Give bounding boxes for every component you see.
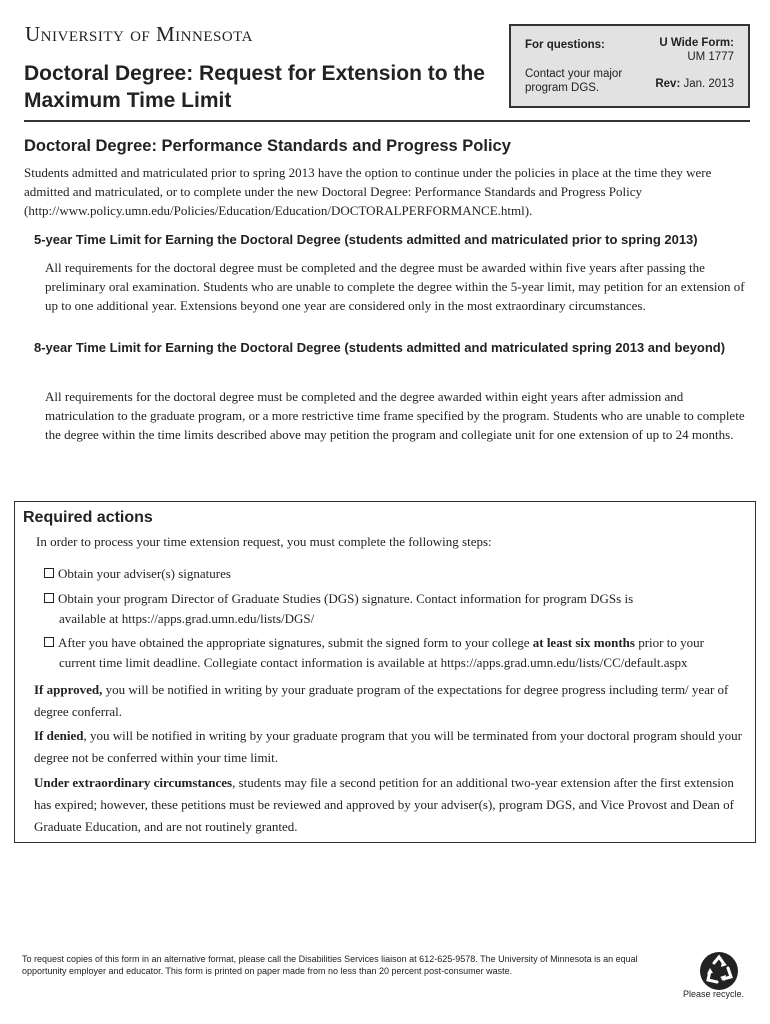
step-text: After you have obtained the appropriate signatures, submit the signed form to your college [58,635,533,650]
five-year-body: All requirements for the doctoral degree must be completed and the degree must be awarded within five years after passing the preliminary oral examination. Students who are unable to complete the degree within the 5-year limit, may petition for an extension of up to one additional year. Extensions beyond one year are considered only in the most extraordinary circumstances. [45,260,745,313]
checkbox-icon[interactable] [44,637,54,647]
university-name: University of Minnesota [25,22,253,46]
header-divider [24,120,750,122]
policy-intro: Students admitted and matriculated prior to spring 2013 have the option to continue under the policies in place at the time they were admitted and matriculated, or to complete under the new Doctoral Degree: Performance Standards and Progress Policy (http://www.policy.umn.edu/Policies/Education/Education/DOCTORALPERFORMANCE.html). [24,165,712,218]
required-actions-intro: In order to process your time extension request, you must complete the following steps: [36,534,492,549]
step-text-end: prior to your [634,635,704,650]
if-denied-note [34,725,749,769]
checkbox-icon[interactable] [44,568,54,578]
five-year-title: 5-year Time Limit for Earning the Doctoral Degree (students admitted and matriculated prior to spring 2013) [34,232,698,247]
footer-notice: To request copies of this form in an alternative format, please call the Disabilities Services liaison at 612-625-9578. The University of Minnesota is an equal opportunity employer and educator. This form is printed on paper made from no less than 20 percent post-consumer waste. [22,954,638,976]
required-actions-box [14,501,756,843]
form-id-label: U Wide Form: [659,37,734,49]
checkbox-icon[interactable] [44,593,54,603]
note-label: If approved, [34,682,103,697]
note-label: If denied [34,728,84,743]
required-actions-title: Required actions [23,509,153,526]
note-text: , you will be notified in writing by your graduate program that you will be terminated from your doctoral program should your degree not be conferred within your time limit. [34,728,743,765]
step-text: Obtain your program Director of Graduate Studies (DGS) signature. Contact information for program DGSs is [58,591,634,606]
if-approved-note [34,679,749,723]
step-adviser-signatures [44,564,752,584]
step-text-cont: current time limit deadline. Collegiate contact information is available at https://apps.grad.umn.edu/lists/CC/default.aspx [59,655,688,670]
revision-label: Rev: [655,78,681,90]
extraordinary-note [34,772,749,838]
revision-date: Jan. 2013 [683,78,734,90]
questions-label: For questions: [525,39,605,51]
questions-contact: Contact your major program DGS. [525,68,623,94]
form-number: UM 1777 [687,51,734,63]
note-text: you will be notified in writing by your graduate program of the expectations for degree progress including term/ year of degree conferral. [34,682,729,719]
note-text: , students may file a second petition for an additional two-year extension after the first extension has expired; however, these petitions must be reviewed and approved by your adviser(s), program DGS, and Vice Provost and Dean of Graduate Education, and are not routinely granted. [34,775,734,834]
step-emphasis: at least six months [532,635,635,650]
step-dgs-signature [44,589,752,629]
recycle-text: Please recycle. [683,989,745,999]
eight-year-body: All requirements for the doctoral degree must be completed and the degree awarded within eight years after admission and matriculation to the graduate program, or a more restrictive time frame specified by the program. Students who are unable to complete the degree within the time limits described above may petition the program and collegiate unit for one extension of up to 24 months. [45,389,745,442]
step-text-cont: available at https://apps.grad.umn.edu/lists/DGS/ [59,611,315,626]
recycle-icon [699,951,739,991]
eight-year-title: 8-year Time Limit for Earning the Doctoral Degree (students admitted and matriculated spring 2013 and beyond) [34,340,726,355]
policy-title: Doctoral Degree: Performance Standards and Progress Policy [24,137,511,155]
step-submit-form [44,633,752,673]
form-id [659,36,734,64]
note-label: Under extraordinary circumstances [34,775,233,790]
revision [655,78,734,90]
step-text: Obtain your adviser(s) signatures [58,566,231,581]
form-title: Doctoral Degree: Request for Extension to the Maximum Time Limit [24,62,485,112]
questions-box [509,24,750,108]
